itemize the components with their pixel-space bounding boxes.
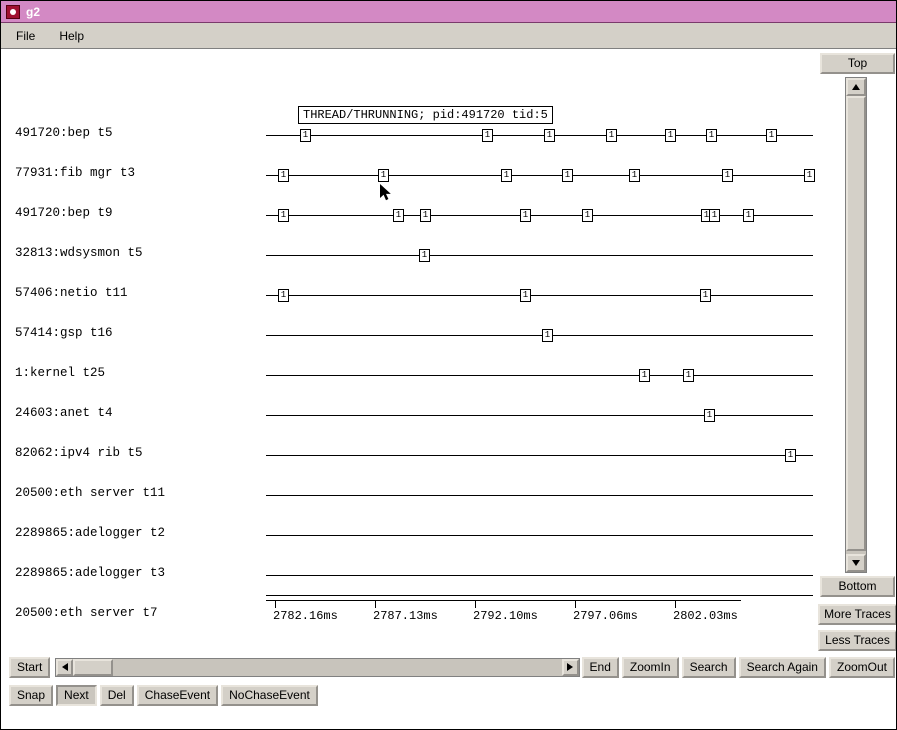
triangle-up-icon bbox=[852, 84, 860, 90]
trace-event-marker[interactable]: 1 bbox=[701, 209, 712, 222]
trace-event-marker[interactable]: 1 bbox=[520, 209, 531, 222]
title-bar bbox=[1, 1, 897, 23]
trace-event-marker[interactable]: 1 bbox=[544, 129, 555, 142]
trace-label: 57406:netio t11 bbox=[15, 286, 128, 300]
trace-event-marker[interactable]: 1 bbox=[482, 129, 493, 142]
end-button[interactable]: End bbox=[582, 657, 619, 678]
scroll-up-arrow-icon[interactable] bbox=[846, 78, 866, 96]
bottom-button[interactable]: Bottom bbox=[820, 576, 895, 597]
time-axis-tick bbox=[275, 600, 276, 608]
event-tooltip: THREAD/THRUNNING; pid:491720 tid:5 bbox=[298, 106, 553, 124]
zoomin-button[interactable]: ZoomIn bbox=[622, 657, 679, 678]
trace-event-marker[interactable]: 1 bbox=[665, 129, 676, 142]
trace-label: 20500:eth server t7 bbox=[15, 606, 158, 620]
more-traces-button[interactable]: More Traces bbox=[818, 604, 897, 625]
app-icon bbox=[6, 5, 20, 19]
scroll-right-arrow-icon[interactable] bbox=[562, 659, 579, 676]
search-again-button[interactable]: Search Again bbox=[739, 657, 826, 678]
trace-line bbox=[266, 595, 813, 596]
window-title: g2 bbox=[26, 4, 41, 19]
trace-canvas-inner bbox=[1, 49, 817, 649]
toolbar-row-navigation bbox=[1, 654, 897, 680]
trace-event-marker[interactable]: 1 bbox=[709, 209, 720, 222]
trace-label: 24603:anet t4 bbox=[15, 406, 113, 420]
trace-line bbox=[266, 335, 813, 336]
trace-line bbox=[266, 135, 813, 136]
mouse-cursor-icon bbox=[380, 184, 394, 202]
triangle-left-icon bbox=[62, 663, 68, 671]
time-axis-tick bbox=[675, 600, 676, 608]
horizontal-scrollbar[interactable] bbox=[55, 658, 579, 677]
trace-event-marker[interactable]: 1 bbox=[278, 169, 289, 182]
trace-label: 20500:eth server t11 bbox=[15, 486, 166, 500]
horizontal-scrollbar-thumb[interactable] bbox=[73, 659, 113, 676]
time-axis-tick bbox=[375, 600, 376, 608]
trace-label: 82062:ipv4 rib t5 bbox=[15, 446, 143, 460]
snap-button[interactable]: Snap bbox=[9, 685, 53, 706]
trace-event-marker[interactable]: 1 bbox=[562, 169, 573, 182]
trace-canvas[interactable] bbox=[1, 49, 817, 649]
trace-label: 2289865:adelogger t2 bbox=[15, 526, 166, 540]
time-axis-tick bbox=[475, 600, 476, 608]
time-axis-line bbox=[266, 600, 741, 601]
menu-bar bbox=[1, 23, 897, 49]
time-axis-tick-label: 2787.13ms bbox=[373, 609, 438, 623]
trace-event-marker[interactable]: 1 bbox=[378, 169, 389, 182]
nochase-event-button[interactable]: NoChaseEvent bbox=[221, 685, 318, 706]
trace-line bbox=[266, 455, 813, 456]
trace-line bbox=[266, 255, 813, 256]
trace-event-marker[interactable]: 1 bbox=[520, 289, 531, 302]
trace-event-marker[interactable]: 1 bbox=[606, 129, 617, 142]
trace-label: 77931:fib mgr t3 bbox=[15, 166, 136, 180]
trace-event-marker[interactable]: 1 bbox=[300, 129, 311, 142]
trace-label: 1:kernel t25 bbox=[15, 366, 106, 380]
start-button[interactable]: Start bbox=[9, 657, 50, 678]
trace-event-marker[interactable]: 1 bbox=[393, 209, 404, 222]
trace-event-marker[interactable]: 1 bbox=[278, 289, 289, 302]
trace-event-marker[interactable]: 1 bbox=[704, 409, 715, 422]
trace-event-marker[interactable]: 1 bbox=[278, 209, 289, 222]
time-axis-tick-label: 2797.06ms bbox=[573, 609, 638, 623]
trace-event-marker[interactable]: 1 bbox=[785, 449, 796, 462]
trace-event-marker[interactable]: 1 bbox=[420, 209, 431, 222]
toolbar-row-actions bbox=[1, 682, 897, 708]
trace-event-marker[interactable]: 1 bbox=[683, 369, 694, 382]
triangle-right-icon bbox=[567, 663, 573, 671]
less-traces-button[interactable]: Less Traces bbox=[818, 630, 897, 651]
trace-label: 491720:bep t9 bbox=[15, 206, 113, 220]
time-axis-tick-label: 2782.16ms bbox=[273, 609, 338, 623]
right-control-column bbox=[817, 49, 897, 649]
trace-event-marker[interactable]: 1 bbox=[722, 169, 733, 182]
trace-line bbox=[266, 575, 813, 576]
vertical-scrollbar-thumb[interactable] bbox=[846, 96, 866, 551]
trace-label: 32813:wdsysmon t5 bbox=[15, 246, 143, 260]
menu-item-help[interactable]: Help bbox=[59, 28, 85, 43]
vertical-scrollbar[interactable] bbox=[845, 77, 867, 573]
trace-event-marker[interactable]: 1 bbox=[743, 209, 754, 222]
trace-event-marker[interactable]: 1 bbox=[639, 369, 650, 382]
trace-line bbox=[266, 375, 813, 376]
time-axis-tick-label: 2802.03ms bbox=[673, 609, 738, 623]
trace-label: 57414:gsp t16 bbox=[15, 326, 113, 340]
trace-event-marker[interactable]: 1 bbox=[706, 129, 717, 142]
trace-event-marker[interactable]: 1 bbox=[419, 249, 430, 262]
time-axis-tick-label: 2792.10ms bbox=[473, 609, 538, 623]
trace-line bbox=[266, 535, 813, 536]
trace-line bbox=[266, 495, 813, 496]
time-axis-tick bbox=[575, 600, 576, 608]
chase-event-button[interactable]: ChaseEvent bbox=[137, 685, 218, 706]
search-button[interactable]: Search bbox=[682, 657, 736, 678]
trace-line bbox=[266, 215, 813, 216]
trace-event-marker[interactable]: 1 bbox=[542, 329, 553, 342]
next-button[interactable]: Next bbox=[56, 685, 97, 706]
scroll-left-arrow-icon[interactable] bbox=[56, 659, 73, 676]
trace-event-marker[interactable]: 1 bbox=[804, 169, 815, 182]
trace-line bbox=[266, 295, 813, 296]
trace-event-marker[interactable]: 1 bbox=[700, 289, 711, 302]
menu-item-file[interactable]: File bbox=[16, 28, 36, 43]
del-button[interactable]: Del bbox=[100, 685, 134, 706]
trace-label: 491720:bep t5 bbox=[15, 126, 113, 140]
scroll-down-arrow-icon[interactable] bbox=[846, 554, 866, 572]
zoomout-button[interactable]: ZoomOut bbox=[829, 657, 895, 678]
top-button[interactable]: Top bbox=[820, 53, 895, 74]
trace-event-marker[interactable]: 1 bbox=[766, 129, 777, 142]
trace-event-marker[interactable]: 1 bbox=[501, 169, 512, 182]
trace-event-marker[interactable]: 1 bbox=[582, 209, 593, 222]
triangle-down-icon bbox=[852, 560, 860, 566]
trace-line bbox=[266, 415, 813, 416]
trace-label: 2289865:adelogger t3 bbox=[15, 566, 166, 580]
trace-event-marker[interactable]: 1 bbox=[629, 169, 640, 182]
